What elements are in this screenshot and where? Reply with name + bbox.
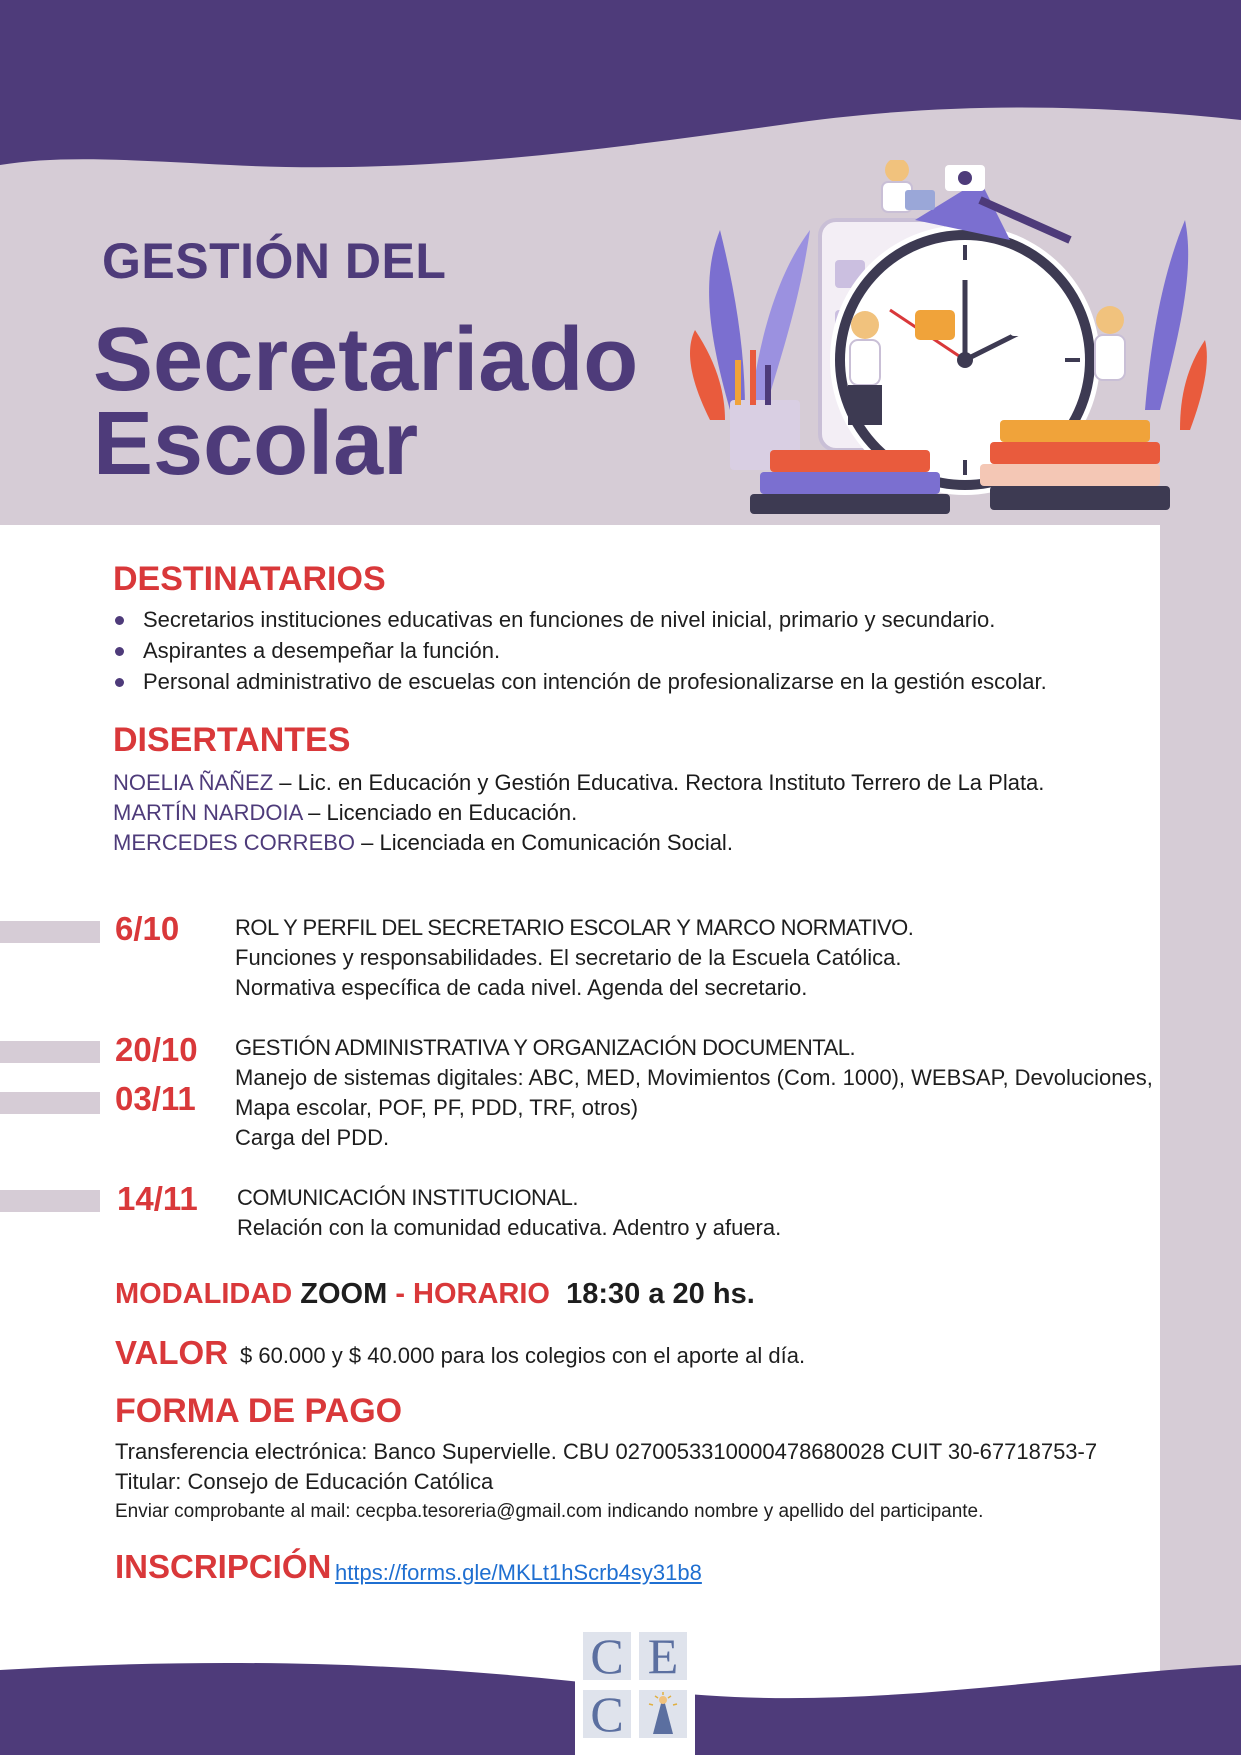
cec-logo (575, 1626, 695, 1755)
session-line: Manejo de sistemas digitales: ABC, MED, Movimientos (Com. 1000), WEBSAP, Devoluciones, (235, 1065, 1153, 1090)
session-topic (237, 1183, 781, 1243)
inscripcion-label: INSCRIPCIÓN (115, 1548, 332, 1585)
speaker-row (113, 828, 1044, 858)
session-line: Funciones y responsabilidades. El secretario de la Escuela Católica. (235, 945, 902, 970)
speaker-name: MERCEDES CORREBO (113, 830, 356, 855)
disertantes-title: DISERTANTES (113, 721, 351, 759)
payment-line: Titular: Consejo de Educación Católica (115, 1469, 494, 1494)
speaker-row (113, 768, 1044, 798)
logo-letter: C (583, 1632, 631, 1680)
speaker-desc: – Licenciado en Educación. (302, 800, 578, 825)
modalidad-value: ZOOM (300, 1278, 388, 1310)
main-title (93, 310, 639, 494)
session-line: Mapa escolar, POF, PF, PDD, TRF, otros) (235, 1095, 639, 1120)
modalidad-line (115, 1278, 755, 1311)
speaker-name: MARTÍN NARDOIA (113, 800, 303, 825)
side-decorative-strip (1160, 525, 1241, 1675)
list-item: Aspirantes a desempeñar la función. (113, 635, 1047, 666)
title-line-secretariado: Secretariado (93, 310, 639, 410)
date-bar (0, 1190, 100, 1212)
inscripcion-link[interactable]: https://forms.gle/MKLt1hScrb4sy31b8 (335, 1560, 702, 1585)
logo-letter: E (639, 1632, 687, 1680)
payment-details (115, 1437, 1097, 1527)
payment-line: Enviar comprobante al mail: cecpba.tesoreria@gmail.com indicando nombre y apellido del participante. (115, 1501, 984, 1522)
destinatarios-list (113, 604, 1047, 697)
session-line: Relación con la comunidad educativa. Adentro y afuera. (237, 1215, 782, 1240)
session-date: 20/10 (115, 1031, 198, 1068)
logo-letter: C (583, 1690, 631, 1738)
session-heading: COMUNICACIÓN INSTITUCIONAL. (237, 1185, 578, 1210)
destinatarios-title: DESTINATARIOS (113, 560, 386, 598)
session-heading: GESTIÓN ADMINISTRATIVA Y ORGANIZACIÓN DOCUMENTAL. (235, 1035, 856, 1060)
modalidad-label: MODALIDAD (115, 1278, 293, 1310)
horario-value: 18:30 a 20 hs. (566, 1278, 755, 1310)
speaker-row (113, 798, 1044, 828)
hero-wave-band (0, 0, 1241, 175)
session-date: 14/11 (117, 1180, 198, 1217)
title-line-escolar: Escolar (93, 394, 419, 494)
speaker-desc: – Lic. en Educación y Gestión Educativa. Rectora Instituto Terrero de La Plata. (273, 770, 1045, 795)
session-topic (235, 913, 913, 1003)
list-item: Personal administrativo de escuelas con intención de profesionalizarse en la gestión escolar. (113, 666, 1047, 697)
virgin-mary-icon (639, 1690, 687, 1738)
list-item: Secretarios instituciones educativas en funciones de nivel inicial, primario y secundario. (113, 604, 1047, 635)
speaker-name: NOELIA ÑAÑEZ (113, 770, 274, 795)
date-bar (0, 921, 100, 943)
session-date: 03/11 (115, 1080, 196, 1117)
forma-de-pago-title: FORMA DE PAGO (115, 1392, 403, 1430)
session-topic (235, 1033, 1153, 1153)
valor-label: VALOR (115, 1334, 229, 1371)
date-bar (0, 1092, 100, 1114)
speaker-desc: – Licenciada en Comunicación Social. (355, 830, 733, 855)
office-clock-books-illustration-icon (690, 160, 1210, 515)
payment-line: Transferencia electrónica: Banco Supervielle. CBU 0270053310000478680028 CUIT 30-67718753-7 (115, 1439, 1098, 1464)
session-line: Normativa específica de cada nivel. Agenda del secretario. (235, 975, 808, 1000)
speakers-list (113, 768, 1044, 858)
horario-label: - HORARIO (395, 1278, 550, 1310)
session-line: Carga del PDD. (235, 1125, 390, 1150)
date-bar (0, 1041, 100, 1063)
session-heading: ROL Y PERFIL DEL SECRETARIO ESCOLAR Y MARCO NORMATIVO. (235, 915, 914, 940)
valor-text: $ 60.000 y $ 40.000 para los colegios con el aporte al día. (240, 1343, 806, 1368)
title-gestion-del: GESTIÓN DEL (102, 233, 447, 289)
session-date: 6/10 (115, 910, 180, 947)
